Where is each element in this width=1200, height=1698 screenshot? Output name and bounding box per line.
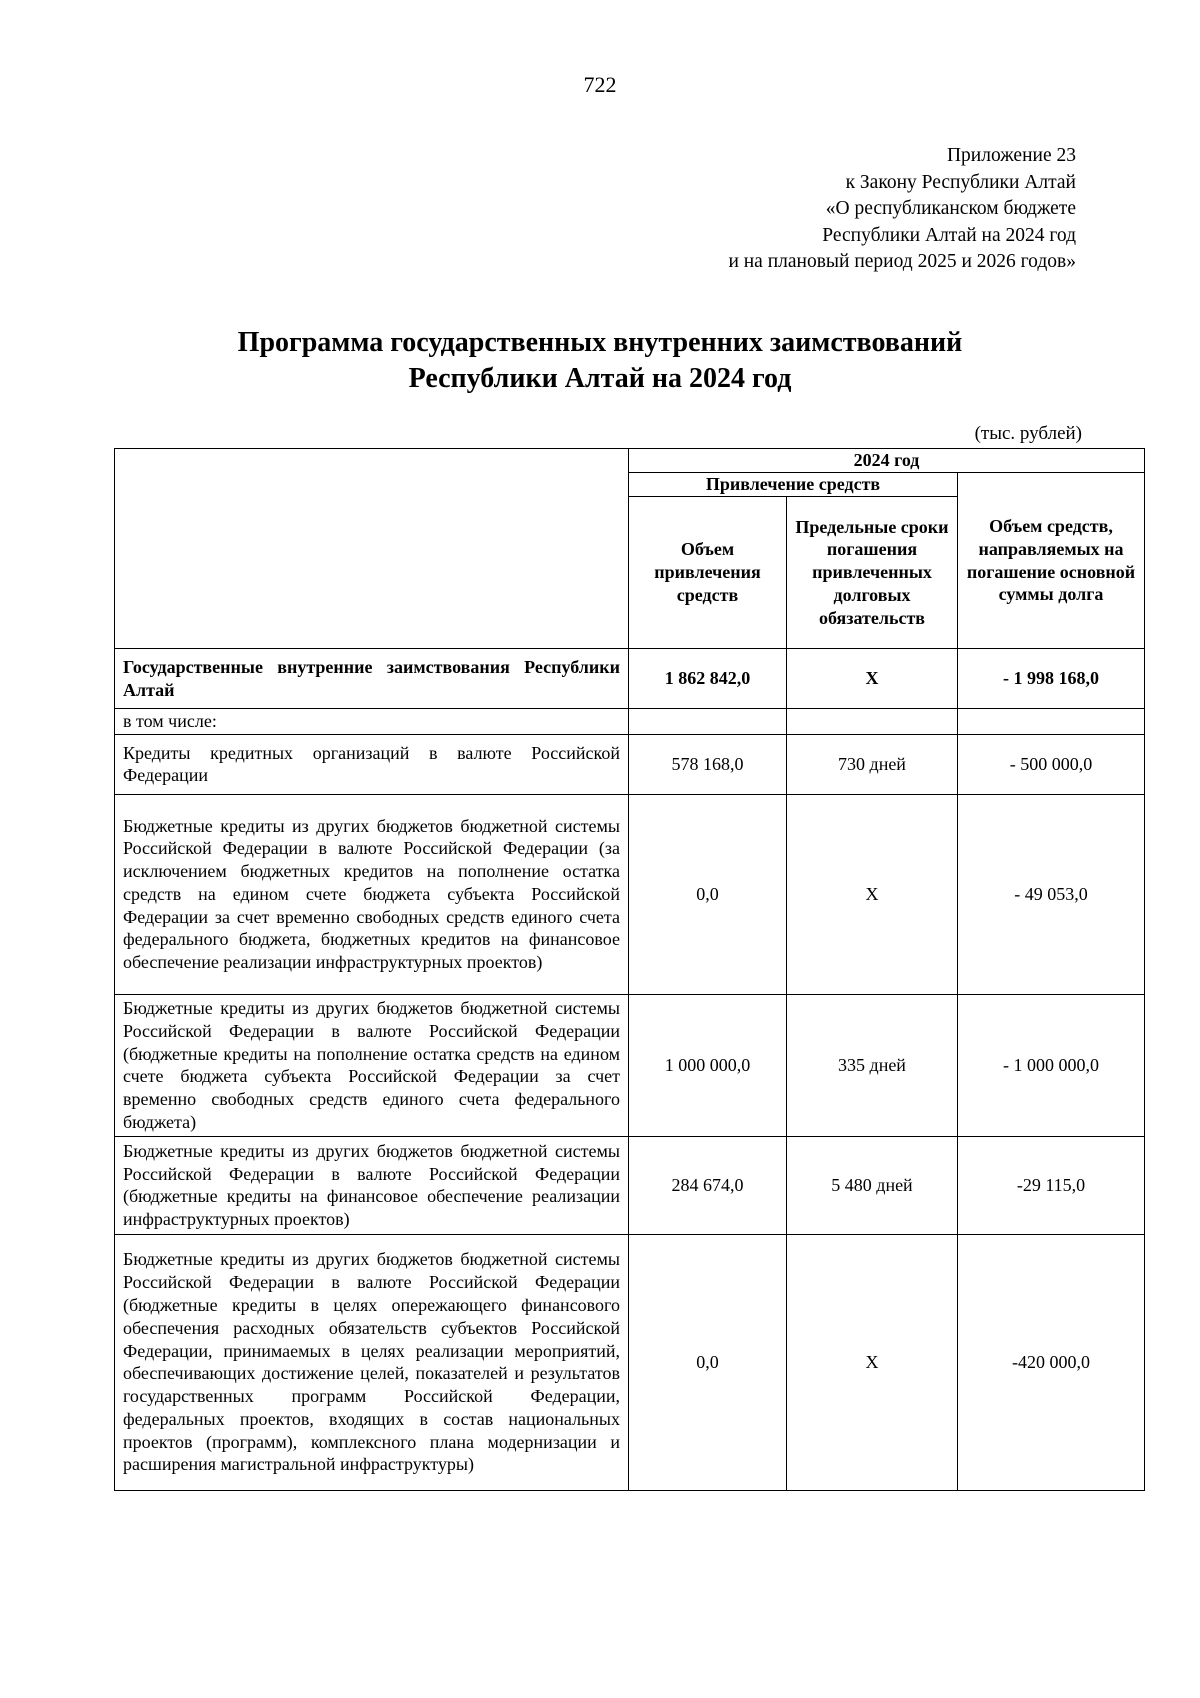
appendix-line: Республики Алтай на 2024 год bbox=[822, 224, 1076, 246]
row-name: Бюджетные кредиты из других бюджетов бюджетной системы Российской Федерации в валюте Российской Федерации (бюджетные кредиты на пополнение остатка средств на едином счете бюджета субъекта Российской Федерации за счет временно свободных средств единого счета федерального бюджета) bbox=[115, 994, 629, 1136]
header-year: 2024 год bbox=[629, 449, 1145, 473]
row-repayment: - 1 000 000,0 bbox=[958, 994, 1145, 1136]
row-term: 730 дней bbox=[787, 734, 958, 794]
appendix-line: и на плановый период 2025 и 2026 годов» bbox=[728, 251, 1076, 272]
row-term: 5 480 дней bbox=[787, 1136, 958, 1234]
row-name: Бюджетные кредиты из других бюджетов бюджетной системы Российской Федерации в валюте Российской Федерации (бюджетные кредиты на финансовое обеспечение реализации инфраструктурных проектов) bbox=[115, 1136, 629, 1234]
row-name: в том числе: bbox=[115, 709, 629, 735]
row-repayment: - 49 053,0 bbox=[958, 794, 1145, 994]
table-row bbox=[115, 734, 1145, 794]
row-amount: 1 862 842,0 bbox=[629, 649, 787, 709]
appendix-line: к Закону Республики Алтай bbox=[845, 171, 1076, 193]
header-row bbox=[115, 449, 1145, 473]
row-amount: 284 674,0 bbox=[629, 1136, 787, 1234]
row-repayment bbox=[958, 709, 1145, 735]
header-repayment: Объем средств, направляемых на погашение основной суммы долга bbox=[958, 473, 1145, 649]
header-amount: Объем привлечения средств bbox=[629, 497, 787, 649]
title-line: Республики Алтай на 2024 год bbox=[408, 363, 792, 394]
row-amount: 578 168,0 bbox=[629, 734, 787, 794]
row-term: Х bbox=[787, 649, 958, 709]
row-name: Государственные внутренние заимствования Республики Алтай bbox=[115, 649, 629, 709]
row-term bbox=[787, 709, 958, 735]
table-row bbox=[115, 1136, 1145, 1234]
header-attraction: Привлечение средств bbox=[629, 473, 958, 497]
row-term: Х bbox=[787, 794, 958, 994]
row-name: Бюджетные кредиты из других бюджетов бюджетной системы Российской Федерации в валюте Российской Федерации (за исключением бюджетных кредитов на пополнение остатка средств на едином счете бюджета субъекта Российской Федерации за счет временно свободных средств единого счета федерального бюджета, бюджетных кредитов на финансовое обеспечение реализации инфраструктурных проектов) bbox=[115, 794, 629, 994]
appendix-line: «О республиканском бюджете bbox=[825, 198, 1076, 219]
appendix-reference bbox=[728, 143, 1076, 276]
row-name: Кредиты кредитных организаций в валюте Российской Федерации bbox=[115, 734, 629, 794]
title-line: Программа государственных внутренних заимствований bbox=[237, 327, 963, 358]
borrowings-table bbox=[114, 448, 1145, 1491]
appendix-line: Приложение 23 bbox=[946, 145, 1076, 166]
row-term: 335 дней bbox=[787, 994, 958, 1136]
document-title bbox=[0, 325, 1200, 397]
table-row-total bbox=[115, 649, 1145, 709]
header-empty-cell bbox=[115, 449, 629, 649]
table-row bbox=[115, 994, 1145, 1136]
row-amount bbox=[629, 709, 787, 735]
row-name: Бюджетные кредиты из других бюджетов бюджетной системы Российской Федерации в валюте Российской Федерации (бюджетные кредиты в целях опережающего финансового обеспечения расходных обязательств субъектов Российской Федерации, принимаемых в целях реализации мероприятий, обеспечивающих достижение целей, показателей и результатов государственных программ Российской Федерации, федеральных проектов, входящих в состав национальных проектов (программ), комплексного плана модернизации и расширения магистральной инфраструктуры) bbox=[115, 1234, 629, 1490]
table-row bbox=[115, 794, 1145, 994]
row-repayment: -29 115,0 bbox=[958, 1136, 1145, 1234]
row-term: Х bbox=[787, 1234, 958, 1490]
page-number: 722 bbox=[583, 72, 617, 97]
table-row bbox=[115, 1234, 1145, 1490]
header-term: Предельные сроки погашения привлеченных долговых обязательств bbox=[787, 497, 958, 649]
row-repayment: -420 000,0 bbox=[958, 1234, 1145, 1490]
units-label: (тыс. рублей) bbox=[974, 423, 1082, 444]
table-row-including bbox=[115, 709, 1145, 735]
row-amount: 0,0 bbox=[629, 794, 787, 994]
row-repayment: - 500 000,0 bbox=[958, 734, 1145, 794]
row-amount: 1 000 000,0 bbox=[629, 994, 787, 1136]
row-repayment: - 1 998 168,0 bbox=[958, 649, 1145, 709]
row-amount: 0,0 bbox=[629, 1234, 787, 1490]
